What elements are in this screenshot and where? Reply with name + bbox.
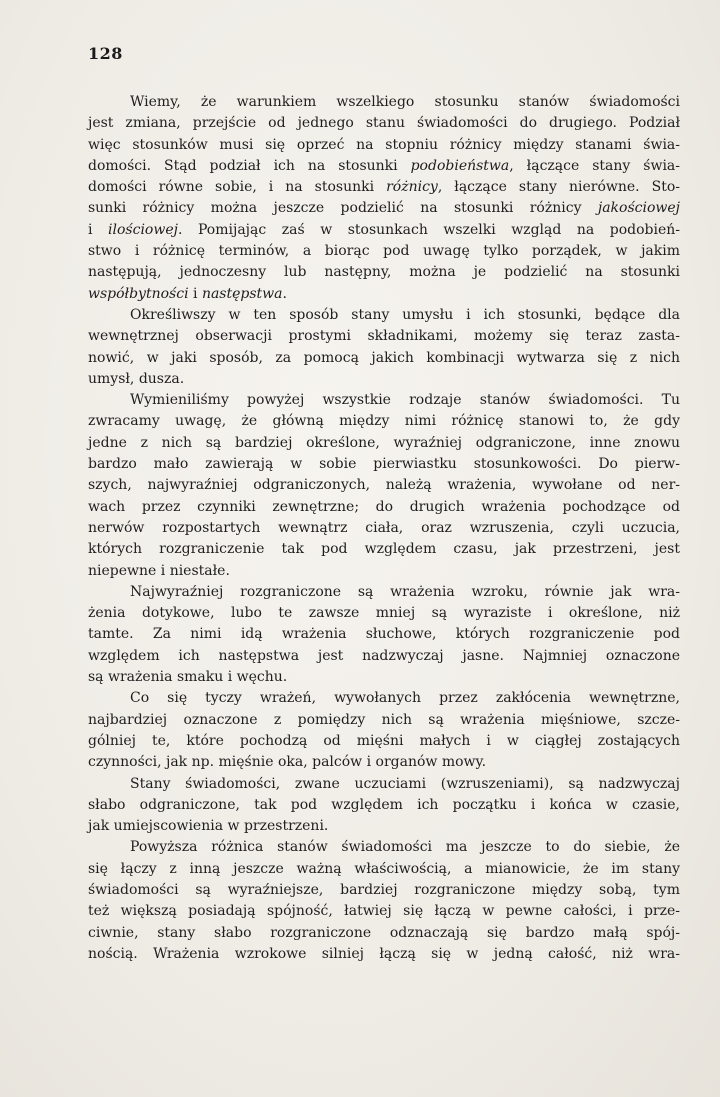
page-number: 128 — [88, 44, 123, 63]
text-line: względem ich następstwa jest nadzwyczaj jasne. Najmniej oznaczone — [88, 647, 680, 664]
text-line: współbytności i następstwa. — [88, 285, 287, 302]
text-line: następują, jednoczesny lub następny, można je podzielić na stosunki — [88, 264, 680, 281]
body-text — [88, 92, 680, 965]
text-line: świadomości są wyraźniejsze, bardziej rozgraniczone między sobą, tym — [88, 881, 680, 898]
text-line: Określiwszy w ten sposób stany umysłu i ich stosunki, będące dla — [130, 306, 680, 323]
text-line: są wrażenia smaku i węchu. — [88, 669, 288, 686]
text-line: niepewne i niestałe. — [88, 562, 230, 579]
text-line: słabo odgraniczone, tak pod względem ich początku i końca w czasie, — [88, 796, 680, 813]
text-line: Najwyraźniej rozgraniczone są wrażenia wzroku, równie jak wra- — [130, 583, 680, 600]
paragraph-3 — [88, 390, 680, 582]
text-line: jedne z nich są bardziej określone, wyraźniej odgraniczone, inne znowu — [88, 434, 680, 451]
text-line: Powyższa różnica stanów świadomości ma jeszcze to do siebie, że — [130, 839, 680, 856]
text-line: wewnętrznej obserwacji prostymi składnikami, możemy się teraz zasta- — [88, 328, 680, 345]
text-line: gólniej te, które pochodzą od mięśni małych i w ciągłej zostających — [88, 732, 680, 749]
text-line: nością. Wrażenia wzrokowe silniej łączą się w jedną całość, niż wra- — [88, 945, 680, 962]
paragraph-5 — [88, 688, 680, 773]
text-line: nerwów rozpostartych wewnątrz ciała, oraz wzruszenia, czyli uczucia, — [88, 519, 680, 536]
text-line: domości. Stąd podział ich na stosunki podobieństwa, łączące stany świa- — [88, 157, 680, 174]
text-line: Wymieniliśmy powyżej wszystkie rodzaje stanów świadomości. Tu — [130, 392, 680, 409]
text-line: czynności, jak np. mięśnie oka, palców i organów mowy. — [88, 754, 487, 771]
text-line: jest zmiana, przejście od jednego stanu świadomości do drugiego. Podział — [88, 115, 680, 132]
paragraph-6 — [88, 774, 680, 838]
paragraph-7 — [88, 837, 680, 965]
paragraph-2 — [88, 305, 680, 390]
text-line: stwo i różnicę terminów, a biorąc pod uwagę tylko porządek, w jakim — [88, 243, 680, 260]
text-line: szych, najwyraźniej odgraniczonych, należą wrażenia, wywołane od ner- — [88, 477, 680, 494]
text-line: też większą posiadają spójność, łatwiej się łączą w pewne całości, i prze- — [88, 903, 680, 920]
text-line: których rozgraniczenie tak pod względem czasu, jak przestrzeni, jest — [88, 541, 680, 558]
text-line: bardzo mało zawierają w sobie pierwiastku stosunkowości. Do pierw- — [88, 456, 680, 473]
text-line: jak umiejscowienia w przestrzeni. — [88, 818, 329, 835]
text-line: wach przez czynniki zewnętrzne; do drugich wrażenia pochodzące od — [88, 498, 680, 515]
text-line: umysł, dusza. — [88, 370, 185, 387]
text-line: Co się tyczy wrażeń, wywołanych przez zakłócenia wewnętrzne, — [130, 690, 680, 707]
text-line: sunki różnicy można jeszcze podzielić na stosunki różnicy jakościowej — [88, 200, 680, 217]
text-line: żenia dotykowe, lubo te zawsze mniej są wyraziste i określone, niż — [88, 605, 680, 622]
text-line: domości równe sobie, i na stosunki różnicy, łączące stany nierówne. Sto- — [88, 179, 680, 196]
text-line: najbardziej oznaczone z pomiędzy nich są wrażenia mięśniowe, szcze- — [88, 711, 680, 728]
paragraph-4 — [88, 582, 680, 688]
text-line: zwracamy uwagę, że główną między nimi różnicę stanowi to, że gdy — [88, 413, 680, 430]
text-line: tamte. Za nimi idą wrażenia słuchowe, których rozgraniczenie pod — [88, 626, 680, 643]
text-line: nowić, w jaki sposób, za pomocą jakich kombinacji wytwarza się z nich — [88, 349, 680, 366]
text-line: Stany świadomości, zwane uczuciami (wzruszeniami), są nadzwyczaj — [130, 775, 680, 792]
paragraph-1 — [88, 92, 680, 305]
text-line: się łączy z inną jeszcze ważną właściwością, a mianowicie, że im stany — [88, 860, 680, 877]
text-line: Wiemy, że warunkiem wszelkiego stosunku stanów świadomości — [130, 94, 680, 110]
text-line: i ilościowej. Pomijając zaś w stosunkach wszelki wzgląd na podobień- — [88, 221, 681, 238]
text-line: ciwnie, stany słabo rozgraniczone odznaczają się bardzo małą spój- — [88, 924, 680, 941]
text-line: więc stosunków musi się oprzeć na stopniu różnicy między stanami świa- — [88, 136, 680, 153]
